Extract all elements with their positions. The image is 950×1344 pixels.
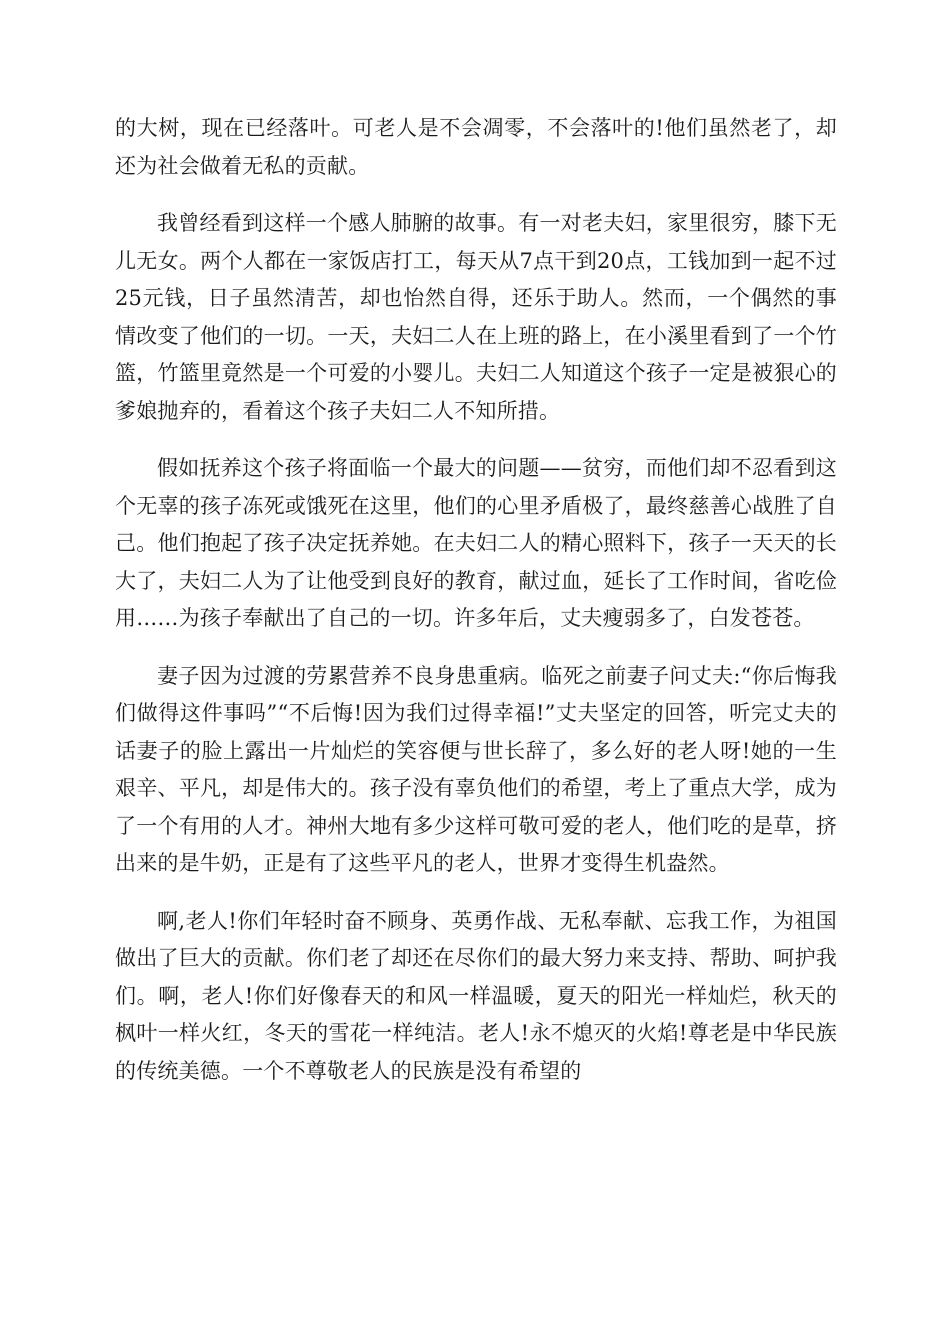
paragraph-wife-illness: 妻子因为过渡的劳累营养不良身患重病。临死之前妻子问丈夫:“你后悔我们做得这件事吗”“不后悔!因为我们过得幸福!”丈夫坚定的回答，听完丈夫的话妻子的脸上露出一片灿烂的笑容便与世长辞了，多么好的老人呀!她的一生艰辛、平凡，却是伟大的。孩子没有辜负他们的希望，考上了重点大学，成为了一个有用的人才。神州大地有多少这样可敬可爱的老人，他们吃的是草，挤出来的是牛奶，正是有了这些平凡的老人，世界才变得生机盎然。 <box>115 663 837 875</box>
paragraph-raising-child: 假如抚养这个孩子将面临一个最大的问题——贫穷，而他们却不忍看到这个无辜的孩子冻死或饿死在这里，他们的心里矛盾极了，最终慈善心战胜了自己。他们抱起了孩子决定抚养她。在夫妇二人的精心照料下，孩子一天天的长大了，夫妇二人为了让他受到良好的教育，献过血，延长了工作时间，省吃俭用……为孩子奉献出了自己的一切。许多年后，丈夫瘦弱多了，白发苍苍。 <box>115 456 837 630</box>
paragraph-story-intro: 我曾经看到这样一个感人肺腑的故事。有一对老夫妇，家里很穷，膝下无儿无女。两个人都在一家饭店打工，每天从7点干到20点，工钱加到一起不过25元钱，日子虽然清苦，却也怡然自得，还乐于助人。然而，一个偶然的事情改变了他们的一切。一天，夫妇二人在上班的路上，在小溪里看到了一个竹篮，竹篮里竟然是一个可爱的小婴儿。夫妇二人知道这个孩子一定是被狠心的爹娘抛弃的，看着这个孩子夫妇二人不知所措。 <box>115 211 837 423</box>
paragraph-continuation: 的大树，现在已经落叶。可老人是不会凋零，不会落叶的!他们虽然老了，却还为社会做着无私的贡献。 <box>115 116 837 178</box>
document-page <box>115 110 837 1110</box>
paragraph-tribute: 啊,老人!你们年轻时奋不顾身、英勇作战、无私奉献、忘我工作，为祖国做出了巨大的贡献。你们老了却还在尽你们的最大努力来支持、帮助、呵护我们。啊，老人!你们好像春天的和风一样温暖，夏天的阳光一样灿烂，秋天的枫叶一样火红，冬天的雪花一样纯洁。老人!永不熄灭的火焰!尊老是中华民族的传统美德。一个不尊敬老人的民族是没有希望的 <box>115 908 837 1083</box>
